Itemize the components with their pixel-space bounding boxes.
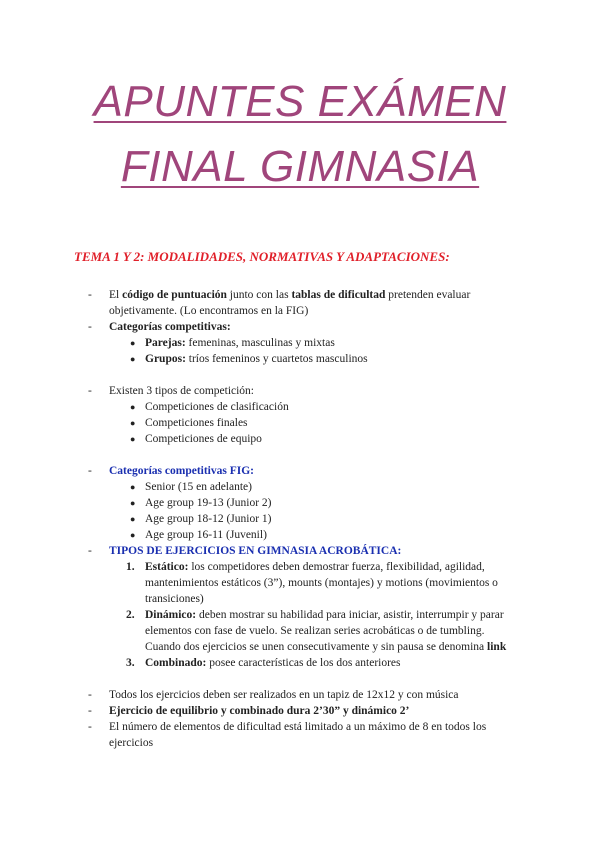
dash-marker: - [88,385,92,397]
fig-item: Senior (15 en adelante) [145,481,252,493]
competicion-item: Competiciones de equipo [145,433,262,445]
elementos-text-line-1: El número de elementos de dificultad está limitado a un máximo de 8 en todos los [109,721,487,733]
text-run: femeninas, masculinas y mixtas [185,337,335,349]
text-bold: Grupos: [145,353,186,365]
text-run: tríos femeninos y cuartetos masculinos [185,353,368,365]
bullet-marker: ● [130,338,136,348]
dash-marker: - [88,721,92,733]
bullet-marker: ● [130,354,136,364]
elementos-text-line-2: ejercicios [109,737,154,749]
combinado-text [145,655,530,671]
dash-marker: - [88,705,92,717]
dinamico-line-1 [145,607,530,623]
text-run: pretenden evaluar [385,289,471,301]
text-bold: tablas de dificultad [291,289,386,301]
section-heading: TEMA 1 Y 2: MODALIDADES, NORMATIVAS Y ADAPTACIONES: [74,249,450,264]
bullet-marker: ● [130,530,136,540]
document-title-line-1: APUNTES EXÁMEN [93,77,507,126]
tapiz-text: Todos los ejercicios deben ser realizados en un tapiz de 12x12 y con música [109,689,459,701]
text-bold: link [487,641,507,653]
bullet-marker: ● [130,498,136,508]
fig-item: Age group 19-13 (Junior 2) [145,497,272,509]
competicion-item: Competiciones de clasificación [145,401,289,413]
competicion-intro: Existen 3 tipos de competición: [109,385,255,397]
equilibrio-text: Ejercicio de equilibrio y combinado dura 2’30” y dinámico 2’ [109,705,410,717]
item-number: 2. [126,609,135,621]
dash-marker: - [88,689,92,701]
document-title-line-2: FINAL GIMNASIA [120,142,480,191]
fig-item: Age group 16-11 (Juvenil) [145,529,267,541]
codigo-text-line-2: objetivamente. (Lo encontramos en la FIG) [109,305,309,317]
fig-item: Age group 18-12 (Junior 1) [145,513,272,525]
item-number: 1. [126,561,135,573]
categorias-heading: Categorías competitivas: [109,321,231,333]
text-run: junto con las [226,289,292,301]
text-bold: Dinámico: [145,609,197,621]
parejas-text [145,335,525,351]
bullet-marker: ● [130,482,136,492]
item-number: 3. [126,657,135,669]
bullet-marker: ● [130,402,136,412]
estatico-line-3: transiciones) [145,593,204,605]
fig-heading: Categorías competitivas FIG: [109,465,254,477]
dinamico-line-3 [145,639,530,655]
text-run: deben mostrar su habilidad para iniciar, asistir, interrumpir y parar [196,609,504,621]
estatico-line-1 [145,559,530,575]
grupos-text [145,351,525,367]
estatico-line-2: mantenimientos estáticos (3”), mounts (montajes) y motions (movimientos o [145,577,498,589]
text-bold: código de puntuación [122,289,227,301]
dash-marker: - [88,545,92,557]
text-bold: Combinado: [145,657,207,669]
dash-marker: - [88,321,92,333]
dash-marker: - [88,465,92,477]
bullet-marker: ● [130,434,136,444]
tipos-heading: TIPOS DE EJERCICIOS EN GIMNASIA ACROBÁTICA: [109,545,402,557]
text-bold: Estático: [145,561,189,573]
codigo-text [109,287,529,303]
text-run: posee características de los dos anteriores [206,657,401,669]
bullet-marker: ● [130,418,136,428]
dinamico-line-2: elementos con fase de vuelo. Se realizan series acrobáticas o de tumbling. [145,625,485,637]
dash-marker: - [88,289,92,301]
text-run: El [109,289,123,301]
competicion-item: Competiciones finales [145,417,248,429]
text-run: Cuando dos ejercicios se unen consecutivamente y sin pausa se denomina [145,641,488,653]
bullet-marker: ● [130,514,136,524]
text-run: los competidores deben demostrar fuerza, flexibilidad, agilidad, [188,561,485,573]
text-bold: Parejas: [145,337,186,349]
